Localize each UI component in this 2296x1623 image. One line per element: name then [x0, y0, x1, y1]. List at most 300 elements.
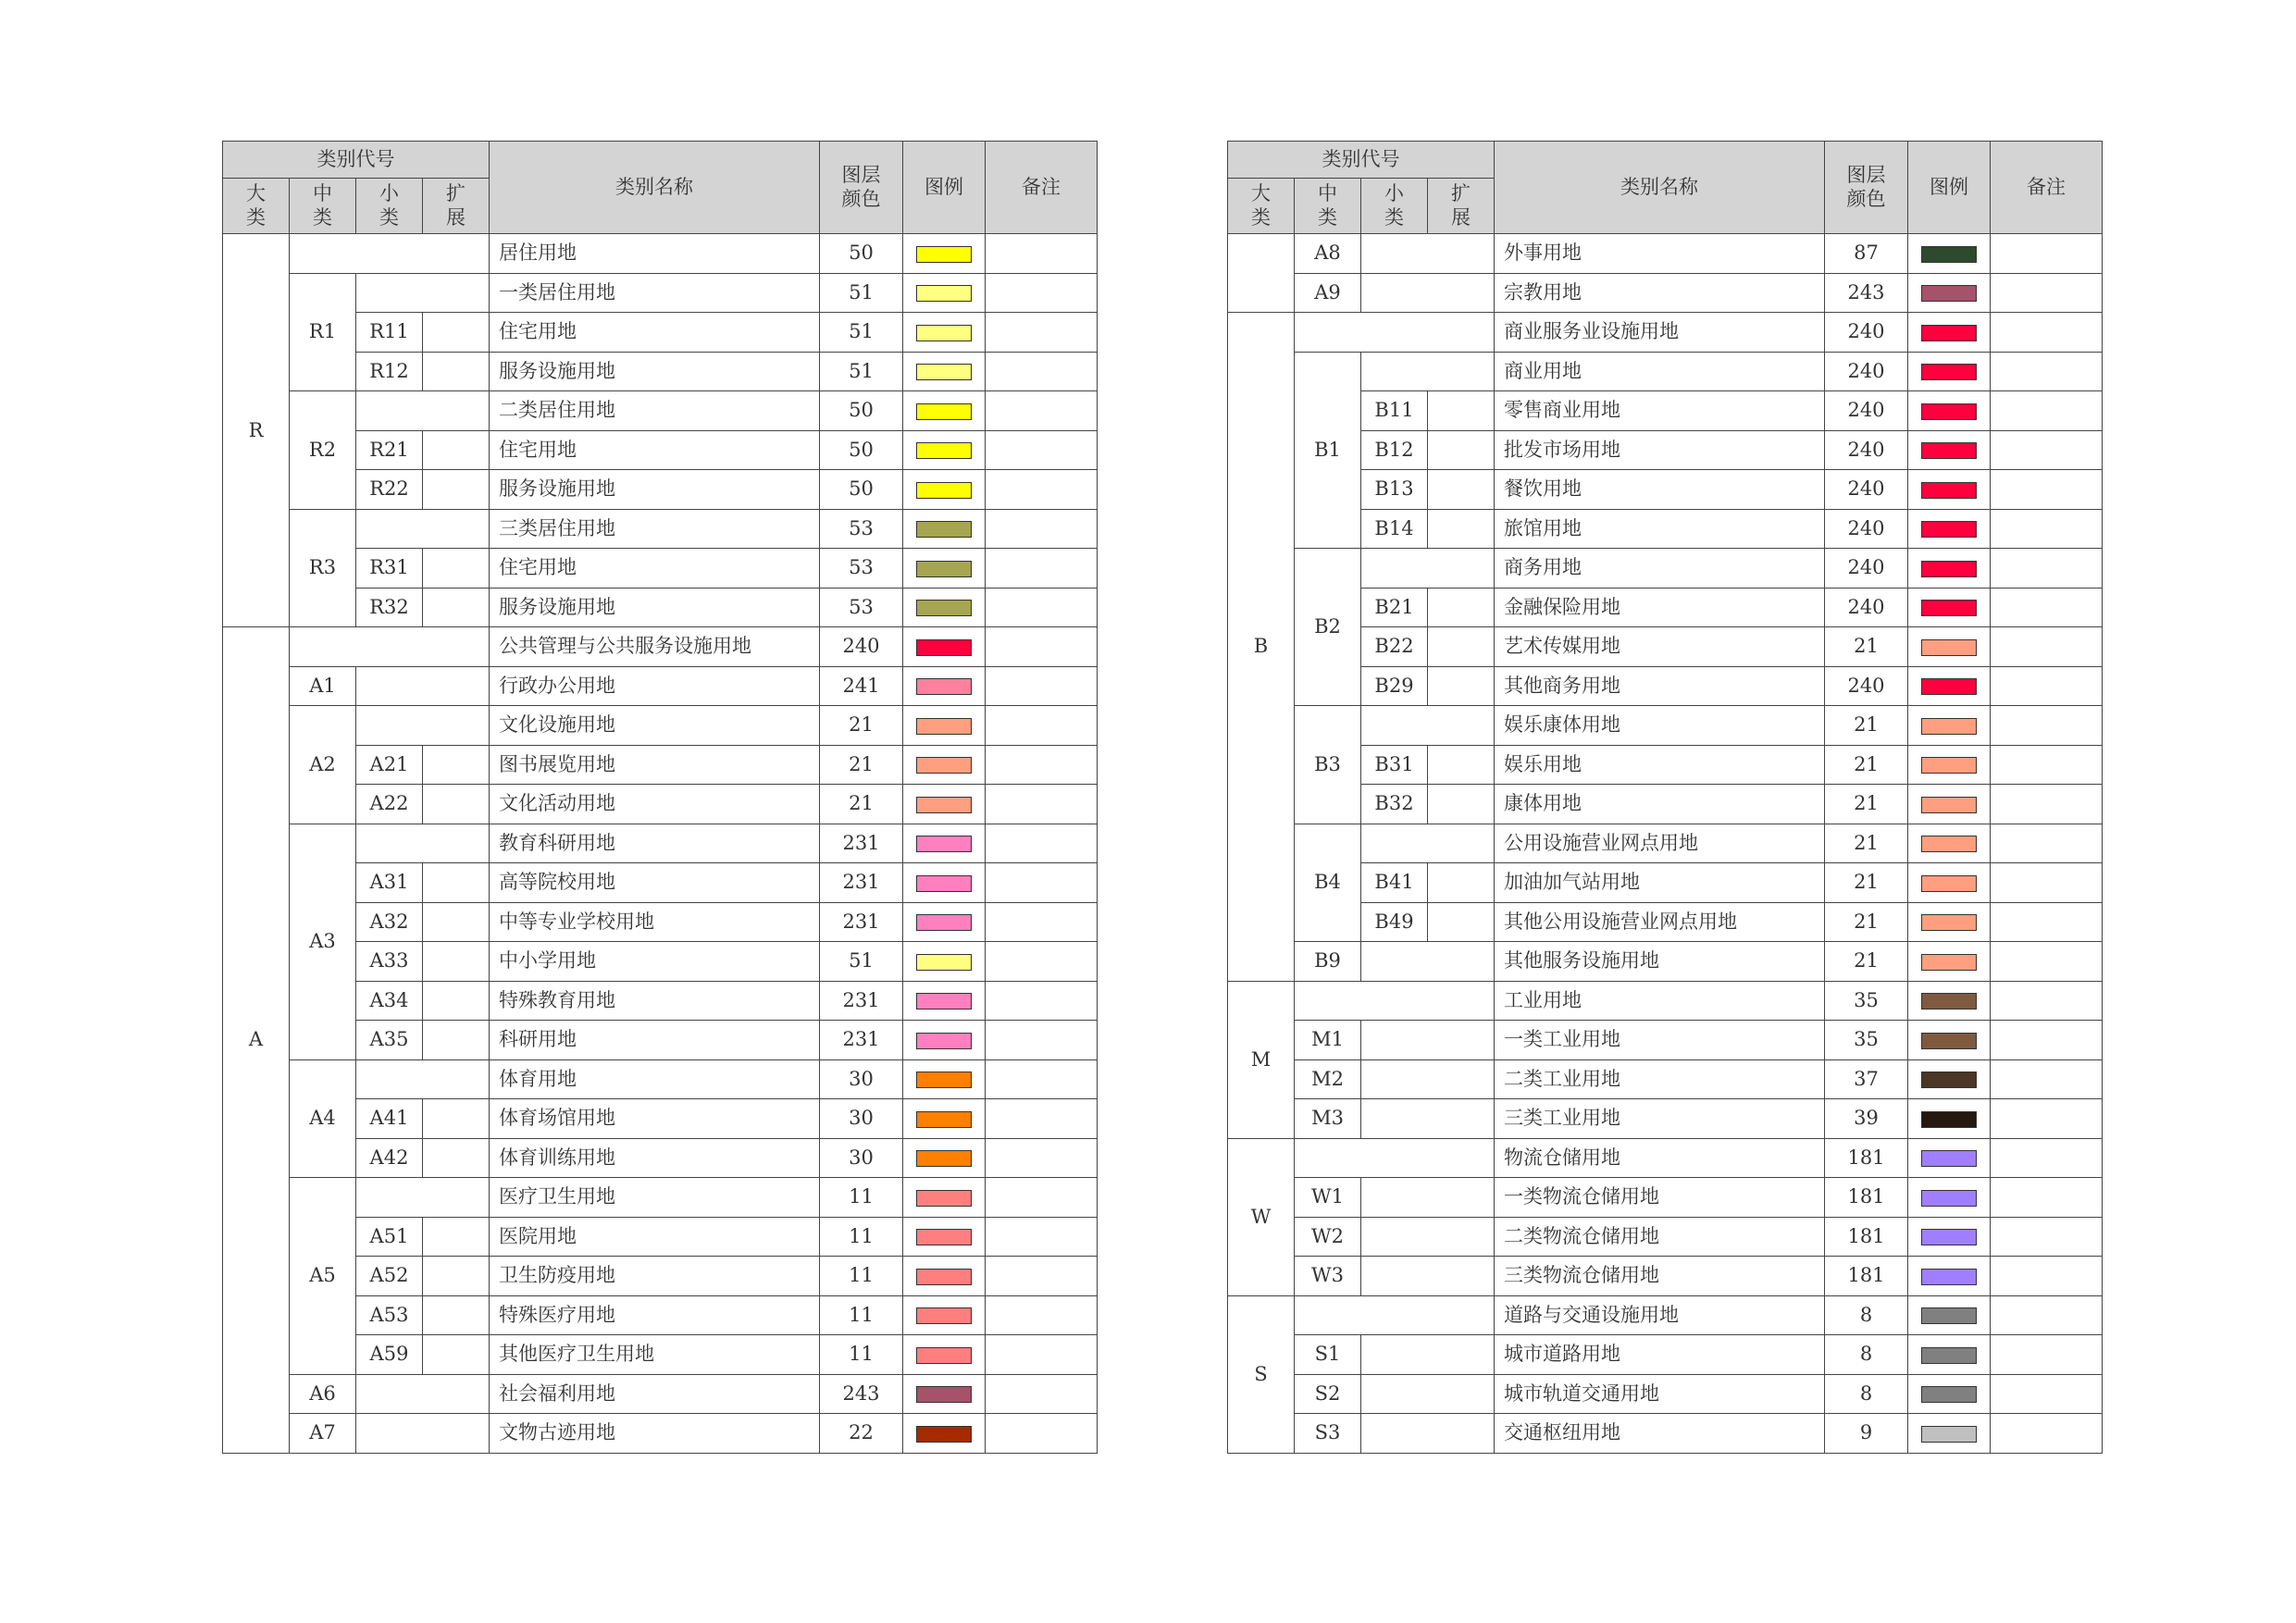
major-code: W	[1228, 1138, 1295, 1295]
medium-code: A6	[290, 1374, 356, 1414]
minor-code: A53	[356, 1295, 423, 1335]
remark-cell	[1991, 863, 2103, 903]
remark-cell	[986, 1178, 1098, 1218]
layer-color: 30	[820, 1099, 903, 1139]
category-name: 教育科研用地	[490, 824, 820, 863]
category-name: 二类居住用地	[490, 391, 820, 431]
remark-cell	[986, 1021, 1098, 1060]
legend-swatch	[916, 364, 972, 380]
legend-swatch	[1921, 325, 1977, 341]
category-name: 宗教用地	[1495, 273, 1825, 313]
legend-swatch	[916, 1150, 972, 1167]
layer-color: 231	[820, 824, 903, 863]
legend-swatch	[1921, 1072, 1977, 1088]
ext-code	[1428, 902, 1495, 942]
legend-cell	[903, 273, 986, 313]
header-medium	[1295, 179, 1361, 234]
remark-cell	[1991, 470, 2103, 510]
medium-code: A2	[290, 706, 356, 824]
layer-color: 241	[820, 666, 903, 706]
header-major	[223, 179, 290, 234]
legend-cell	[903, 430, 986, 470]
minor-code: A34	[356, 981, 423, 1021]
remark-cell	[986, 1099, 1098, 1139]
header-medium-label: 中类	[1317, 182, 1337, 229]
minor-code: A31	[356, 863, 423, 903]
header-name: 类别名称	[490, 142, 820, 234]
category-name: 旅馆用地	[1495, 509, 1825, 549]
header-ext	[423, 179, 490, 234]
category-name: 体育用地	[490, 1059, 820, 1099]
header-legend: 图例	[903, 142, 986, 234]
header-minor-label: 小类	[1384, 182, 1404, 229]
ext-code	[423, 1099, 490, 1139]
remark-cell	[1991, 1138, 2103, 1178]
category-name: 服务设施用地	[490, 470, 820, 510]
remark-cell	[986, 1295, 1098, 1335]
legend-swatch	[916, 561, 972, 577]
code-blank	[356, 391, 490, 431]
legend-swatch	[916, 875, 972, 892]
layer-color: 21	[1825, 942, 1908, 982]
remark-cell	[1991, 981, 2103, 1021]
remark-cell	[986, 1257, 1098, 1296]
category-name: 特殊医疗用地	[490, 1295, 820, 1335]
layer-color: 243	[820, 1374, 903, 1414]
minor-code: R21	[356, 430, 423, 470]
legend-swatch	[1921, 678, 1977, 695]
legend-swatch	[1921, 1307, 1977, 1324]
medium-code: B3	[1295, 706, 1361, 824]
minor-code: A22	[356, 785, 423, 824]
legend-swatch	[916, 678, 972, 695]
legend-cell	[1908, 1374, 1991, 1414]
category-name: 工业用地	[1495, 981, 1825, 1021]
header-minor-label: 小类	[379, 182, 399, 229]
medium-code: A8	[1295, 234, 1361, 274]
code-blank	[1361, 1335, 1495, 1375]
table-row	[223, 627, 1098, 667]
category-name: 交通枢纽用地	[1495, 1414, 1825, 1454]
legend-cell	[1908, 273, 1991, 313]
legend-cell	[1908, 981, 1991, 1021]
legend-cell	[1908, 1257, 1991, 1296]
table-row	[1228, 273, 2103, 313]
legend-swatch	[916, 1072, 972, 1088]
remark-cell	[986, 863, 1098, 903]
remark-cell	[986, 902, 1098, 942]
category-name: 住宅用地	[490, 549, 820, 588]
category-name: 文化活动用地	[490, 785, 820, 824]
legend-cell	[903, 1099, 986, 1139]
legend-cell	[1908, 942, 1991, 982]
code-blank	[290, 627, 490, 667]
legend-swatch	[916, 1111, 972, 1128]
legend-cell	[1908, 902, 1991, 942]
category-name: 金融保险用地	[1495, 588, 1825, 627]
legend-cell	[903, 470, 986, 510]
layer-color: 240	[1825, 391, 1908, 431]
remark-cell	[986, 430, 1098, 470]
category-name: 体育训练用地	[490, 1138, 820, 1178]
category-name: 康体用地	[1495, 785, 1825, 824]
medium-code: B1	[1295, 352, 1361, 549]
category-name: 二类工业用地	[1495, 1059, 1825, 1099]
legend-cell	[903, 588, 986, 627]
legend-swatch	[916, 246, 972, 263]
legend-swatch	[1921, 561, 1977, 577]
ext-code	[423, 1021, 490, 1060]
legend-cell	[903, 1374, 986, 1414]
layer-color: 39	[1825, 1099, 1908, 1139]
remark-cell	[1991, 313, 2103, 353]
legend-swatch	[1921, 403, 1977, 420]
layer-color: 9	[1825, 1414, 1908, 1454]
category-name: 城市轨道交通用地	[1495, 1374, 1825, 1414]
remark-cell	[1991, 824, 2103, 863]
legend-swatch	[916, 1229, 972, 1245]
legend-swatch	[916, 954, 972, 971]
category-name: 其他服务设施用地	[1495, 942, 1825, 982]
table-row	[1228, 1059, 2103, 1099]
remark-cell	[1991, 1021, 2103, 1060]
medium-code: B2	[1295, 549, 1361, 706]
category-name: 特殊教育用地	[490, 981, 820, 1021]
remark-cell	[986, 1414, 1098, 1454]
minor-code: B29	[1361, 666, 1428, 706]
legend-cell	[903, 234, 986, 274]
legend-swatch	[1921, 364, 1977, 380]
major-code: R	[223, 234, 290, 627]
remark-cell	[1991, 391, 2103, 431]
table-row	[223, 1059, 1098, 1099]
medium-code: B9	[1295, 942, 1361, 982]
remark-cell	[1991, 666, 2103, 706]
remark-cell	[986, 549, 1098, 588]
category-name: 住宅用地	[490, 430, 820, 470]
layer-color: 51	[820, 942, 903, 982]
legend-cell	[1908, 1335, 1991, 1375]
remark-cell	[986, 273, 1098, 313]
layer-color: 21	[820, 706, 903, 746]
ext-code	[1428, 666, 1495, 706]
remark-cell	[986, 313, 1098, 353]
layer-color: 240	[1825, 509, 1908, 549]
legend-swatch	[1921, 1111, 1977, 1128]
category-name: 娱乐用地	[1495, 745, 1825, 785]
remark-cell	[1991, 430, 2103, 470]
layer-color: 50	[820, 470, 903, 510]
legend-swatch	[1921, 875, 1977, 892]
header-ext-label: 扩展	[1450, 182, 1471, 229]
legend-cell	[1908, 745, 1991, 785]
legend-cell	[1908, 1414, 1991, 1454]
remark-cell	[1991, 1217, 2103, 1257]
code-blank	[1361, 1374, 1495, 1414]
ext-code	[423, 745, 490, 785]
ext-code	[1428, 588, 1495, 627]
legend-swatch	[1921, 442, 1977, 459]
code-blank	[1361, 352, 1495, 391]
header-remark: 备注	[986, 142, 1098, 234]
ext-code	[423, 352, 490, 391]
remark-cell	[986, 588, 1098, 627]
category-name: 商务用地	[1495, 549, 1825, 588]
legend-swatch	[1921, 1150, 1977, 1167]
legend-swatch	[1921, 1426, 1977, 1443]
category-name: 一类居住用地	[490, 273, 820, 313]
layer-color: 21	[1825, 902, 1908, 942]
legend-swatch	[916, 521, 972, 538]
remark-cell	[1991, 1257, 2103, 1296]
legend-cell	[903, 1178, 986, 1218]
minor-code: A59	[356, 1335, 423, 1375]
ext-code	[423, 1335, 490, 1375]
table-row	[1228, 1374, 2103, 1414]
ext-code	[423, 942, 490, 982]
legend-cell	[903, 863, 986, 903]
layer-color: 240	[1825, 470, 1908, 510]
legend-cell	[1908, 313, 1991, 353]
legend-swatch	[1921, 718, 1977, 735]
table-row	[223, 1414, 1098, 1454]
code-blank	[356, 1374, 490, 1414]
code-blank	[1295, 1138, 1495, 1178]
legend-swatch	[916, 285, 972, 302]
code-blank	[356, 1414, 490, 1454]
category-name: 商业服务业设施用地	[1495, 313, 1825, 353]
legend-cell	[903, 1138, 986, 1178]
layer-color: 21	[1825, 745, 1908, 785]
legend-swatch	[1921, 639, 1977, 656]
legend-cell	[1908, 666, 1991, 706]
legend-cell	[903, 509, 986, 549]
remark-cell	[1991, 509, 2103, 549]
remark-cell	[986, 666, 1098, 706]
layer-color: 53	[820, 509, 903, 549]
table-row	[1228, 1099, 2103, 1139]
category-name: 一类工业用地	[1495, 1021, 1825, 1060]
category-name: 商业用地	[1495, 352, 1825, 391]
category-name: 中小学用地	[490, 942, 820, 982]
layer-color: 30	[820, 1138, 903, 1178]
remark-cell	[986, 1374, 1098, 1414]
medium-code: R1	[290, 273, 356, 391]
layer-color: 35	[1825, 981, 1908, 1021]
table-row	[1228, 234, 2103, 274]
code-blank	[1361, 1257, 1495, 1296]
layer-color: 11	[820, 1257, 903, 1296]
legend-cell	[1908, 627, 1991, 667]
remark-cell	[1991, 627, 2103, 667]
ext-code	[1428, 509, 1495, 549]
header-layer-color-label: 图层颜色	[1846, 164, 1886, 210]
header-layer-color	[1825, 142, 1908, 234]
major-code	[1228, 234, 1295, 313]
code-blank	[1361, 234, 1495, 274]
remark-cell	[986, 981, 1098, 1021]
category-name: 服务设施用地	[490, 588, 820, 627]
header-minor	[1361, 179, 1428, 234]
legend-cell	[903, 1257, 986, 1296]
header-major-label: 大类	[1250, 182, 1271, 229]
remark-cell	[986, 745, 1098, 785]
table-row	[1228, 824, 2103, 863]
category-name: 卫生防疫用地	[490, 1257, 820, 1296]
layer-color: 51	[820, 352, 903, 391]
minor-code: B49	[1361, 902, 1428, 942]
layer-color: 11	[820, 1295, 903, 1335]
table-row	[223, 234, 1098, 274]
ext-code	[423, 1257, 490, 1296]
remark-cell	[1991, 1295, 2103, 1335]
header-code-group: 类别代号	[223, 142, 490, 179]
table-row	[223, 1178, 1098, 1218]
major-code: A	[223, 627, 290, 1454]
legend-cell	[903, 1217, 986, 1257]
legend-cell	[1908, 1059, 1991, 1099]
medium-code: W3	[1295, 1257, 1361, 1296]
layer-color: 21	[1825, 706, 1908, 746]
legend-cell	[1908, 824, 1991, 863]
legend-cell	[903, 391, 986, 431]
remark-cell	[986, 1059, 1098, 1099]
remark-cell	[986, 1335, 1098, 1375]
layer-color: 8	[1825, 1374, 1908, 1414]
ext-code	[1428, 430, 1495, 470]
legend-cell	[1908, 509, 1991, 549]
remark-cell	[1991, 273, 2103, 313]
remark-cell	[1991, 234, 2103, 274]
category-name: 图书展览用地	[490, 745, 820, 785]
legend-cell	[1908, 1099, 1991, 1139]
major-code: B	[1228, 313, 1295, 982]
legend-swatch	[916, 1426, 972, 1443]
legend-swatch	[1921, 1269, 1977, 1285]
legend-swatch	[1921, 914, 1977, 931]
code-blank	[356, 1059, 490, 1099]
medium-code: S1	[1295, 1335, 1361, 1375]
legend-cell	[903, 785, 986, 824]
ext-code	[423, 430, 490, 470]
category-name: 道路与交通设施用地	[1495, 1295, 1825, 1335]
legend-swatch	[916, 797, 972, 813]
header-legend: 图例	[1908, 142, 1991, 234]
legend-cell	[903, 1021, 986, 1060]
category-name: 餐饮用地	[1495, 470, 1825, 510]
ext-code	[1428, 745, 1495, 785]
remark-cell	[986, 1138, 1098, 1178]
medium-code: R3	[290, 509, 356, 627]
minor-code: B12	[1361, 430, 1428, 470]
legend-swatch	[1921, 1190, 1977, 1207]
legend-swatch	[1921, 954, 1977, 971]
category-name: 公用设施营业网点用地	[1495, 824, 1825, 863]
layer-color: 240	[1825, 430, 1908, 470]
remark-cell	[986, 627, 1098, 667]
legend-swatch	[916, 1190, 972, 1207]
legend-cell	[1908, 1021, 1991, 1060]
table-row	[1228, 549, 2103, 588]
medium-code: M1	[1295, 1021, 1361, 1060]
remark-cell	[1991, 1178, 2103, 1218]
remark-cell	[1991, 942, 2103, 982]
legend-swatch	[916, 482, 972, 499]
legend-cell	[1908, 1178, 1991, 1218]
remark-cell	[1991, 352, 2103, 391]
legend-cell	[1908, 430, 1991, 470]
table-row	[1228, 1178, 2103, 1218]
layer-color: 181	[1825, 1178, 1908, 1218]
layer-color: 11	[820, 1178, 903, 1218]
medium-code: S2	[1295, 1374, 1361, 1414]
code-blank	[356, 706, 490, 746]
legend-swatch	[916, 836, 972, 852]
minor-code: R31	[356, 549, 423, 588]
minor-code: B21	[1361, 588, 1428, 627]
table-row	[1228, 1138, 2103, 1178]
ext-code	[1428, 470, 1495, 510]
category-name: 服务设施用地	[490, 352, 820, 391]
legend-cell	[903, 1414, 986, 1454]
layer-color: 21	[820, 745, 903, 785]
code-blank	[1361, 942, 1495, 982]
layer-color: 51	[820, 273, 903, 313]
layer-color: 53	[820, 588, 903, 627]
layer-color: 181	[1825, 1257, 1908, 1296]
legend-cell	[903, 1335, 986, 1375]
layer-color: 240	[1825, 666, 1908, 706]
table-row	[1228, 1257, 2103, 1296]
remark-cell	[986, 509, 1098, 549]
ext-code	[1428, 863, 1495, 903]
code-blank	[356, 273, 490, 313]
category-name: 科研用地	[490, 1021, 820, 1060]
category-name: 一类物流仓储用地	[1495, 1178, 1825, 1218]
minor-code: B11	[1361, 391, 1428, 431]
layer-color: 240	[1825, 588, 1908, 627]
ext-code	[423, 588, 490, 627]
layer-color: 50	[820, 234, 903, 274]
ext-code	[423, 902, 490, 942]
remark-cell	[986, 1217, 1098, 1257]
category-name: 加油加气站用地	[1495, 863, 1825, 903]
layer-color: 8	[1825, 1335, 1908, 1375]
category-name: 三类物流仓储用地	[1495, 1257, 1825, 1296]
legend-swatch	[1921, 521, 1977, 538]
code-blank	[1361, 1021, 1495, 1060]
legend-swatch	[1921, 246, 1977, 263]
category-name: 医疗卫生用地	[490, 1178, 820, 1218]
category-name: 二类物流仓储用地	[1495, 1217, 1825, 1257]
layer-color: 37	[1825, 1059, 1908, 1099]
remark-cell	[986, 234, 1098, 274]
header-layer-color	[820, 142, 903, 234]
layer-color: 22	[820, 1414, 903, 1454]
major-code: M	[1228, 981, 1295, 1138]
layer-color: 231	[820, 902, 903, 942]
category-name: 住宅用地	[490, 313, 820, 353]
legend-cell	[903, 627, 986, 667]
remark-cell	[1991, 1414, 2103, 1454]
layer-color: 21	[1825, 824, 1908, 863]
legend-swatch	[916, 914, 972, 931]
minor-code: A41	[356, 1099, 423, 1139]
table-row	[223, 391, 1098, 431]
code-blank	[1361, 273, 1495, 313]
code-blank	[1361, 1059, 1495, 1099]
ext-code	[1428, 627, 1495, 667]
